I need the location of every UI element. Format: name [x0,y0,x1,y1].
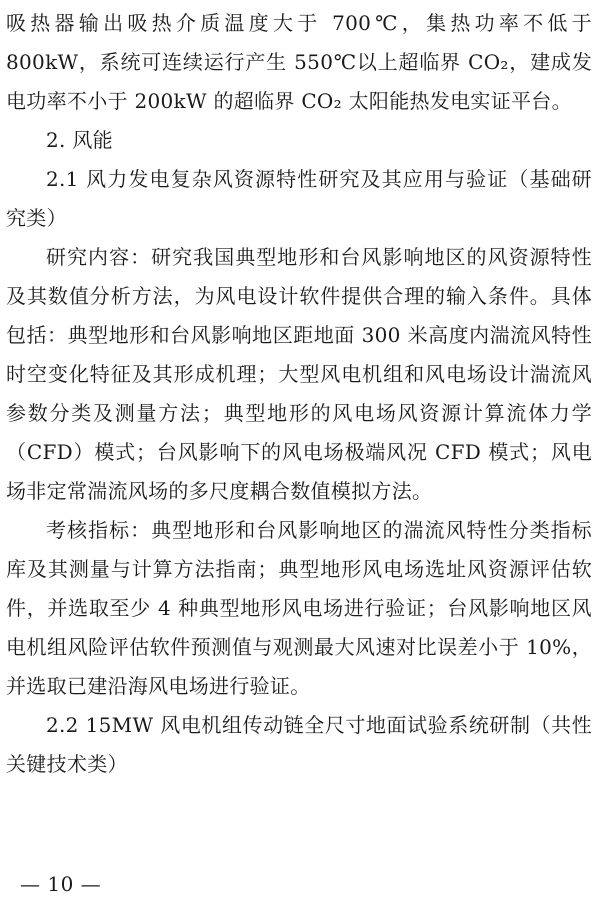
paragraph-assessment-indicators: 考核指标：典型地形和台风影响地区的湍流风特性分类指标库及其测量与计算方法指南；典型地形风电场选址风资源评估软件，并选取至少 4 种典型地形风电场进行验证；台风影响地区风电机组风险评估软件预测值与观测最大风速对比误差小于 10%，并选取已建沿海风电场进行验证。 [6,518,592,698]
heading-section-2-2: 2.2 15MW 风电机组传动链全尺寸地面试验系统研制（共性关键技术类） [6,713,592,776]
page-number: — 10 — [20,872,102,896]
heading-wind-energy: 2. 风能 [46,128,113,152]
heading-section-2-1: 2.1 风力发电复杂风资源特性研究及其应用与验证（基础研究类） [6,167,592,230]
paragraph-research-content: 研究内容：研究我国典型地形和台风影响地区的风资源特性及其数值分析方法，为风电设计软件提供合理的输入条件。具体包括：典型地形和台风影响地区距地面 300 米高度内湍流风特性时空变化特征及其形成机理；大型风电机组和风电场设计湍流风参数分类及测量方法；典型地形的风电场风资源计算流体力学（CFD）模式；台风影响下的风电场极端风况 CFD 模式；风电场非定常湍流风场的多尺度耦合数值模拟方法。 [6,245,592,503]
document-body [6,4,592,784]
paragraph-solar-platform: 吸热器输出吸热介质温度大于 700℃，集热功率不低于 800kW，系统可连续运行产生 550℃以上超临界 CO₂，建成发电功率不小于 200kW 的超临界 CO₂ 太阳能热发电实证平台。 [6,11,592,113]
